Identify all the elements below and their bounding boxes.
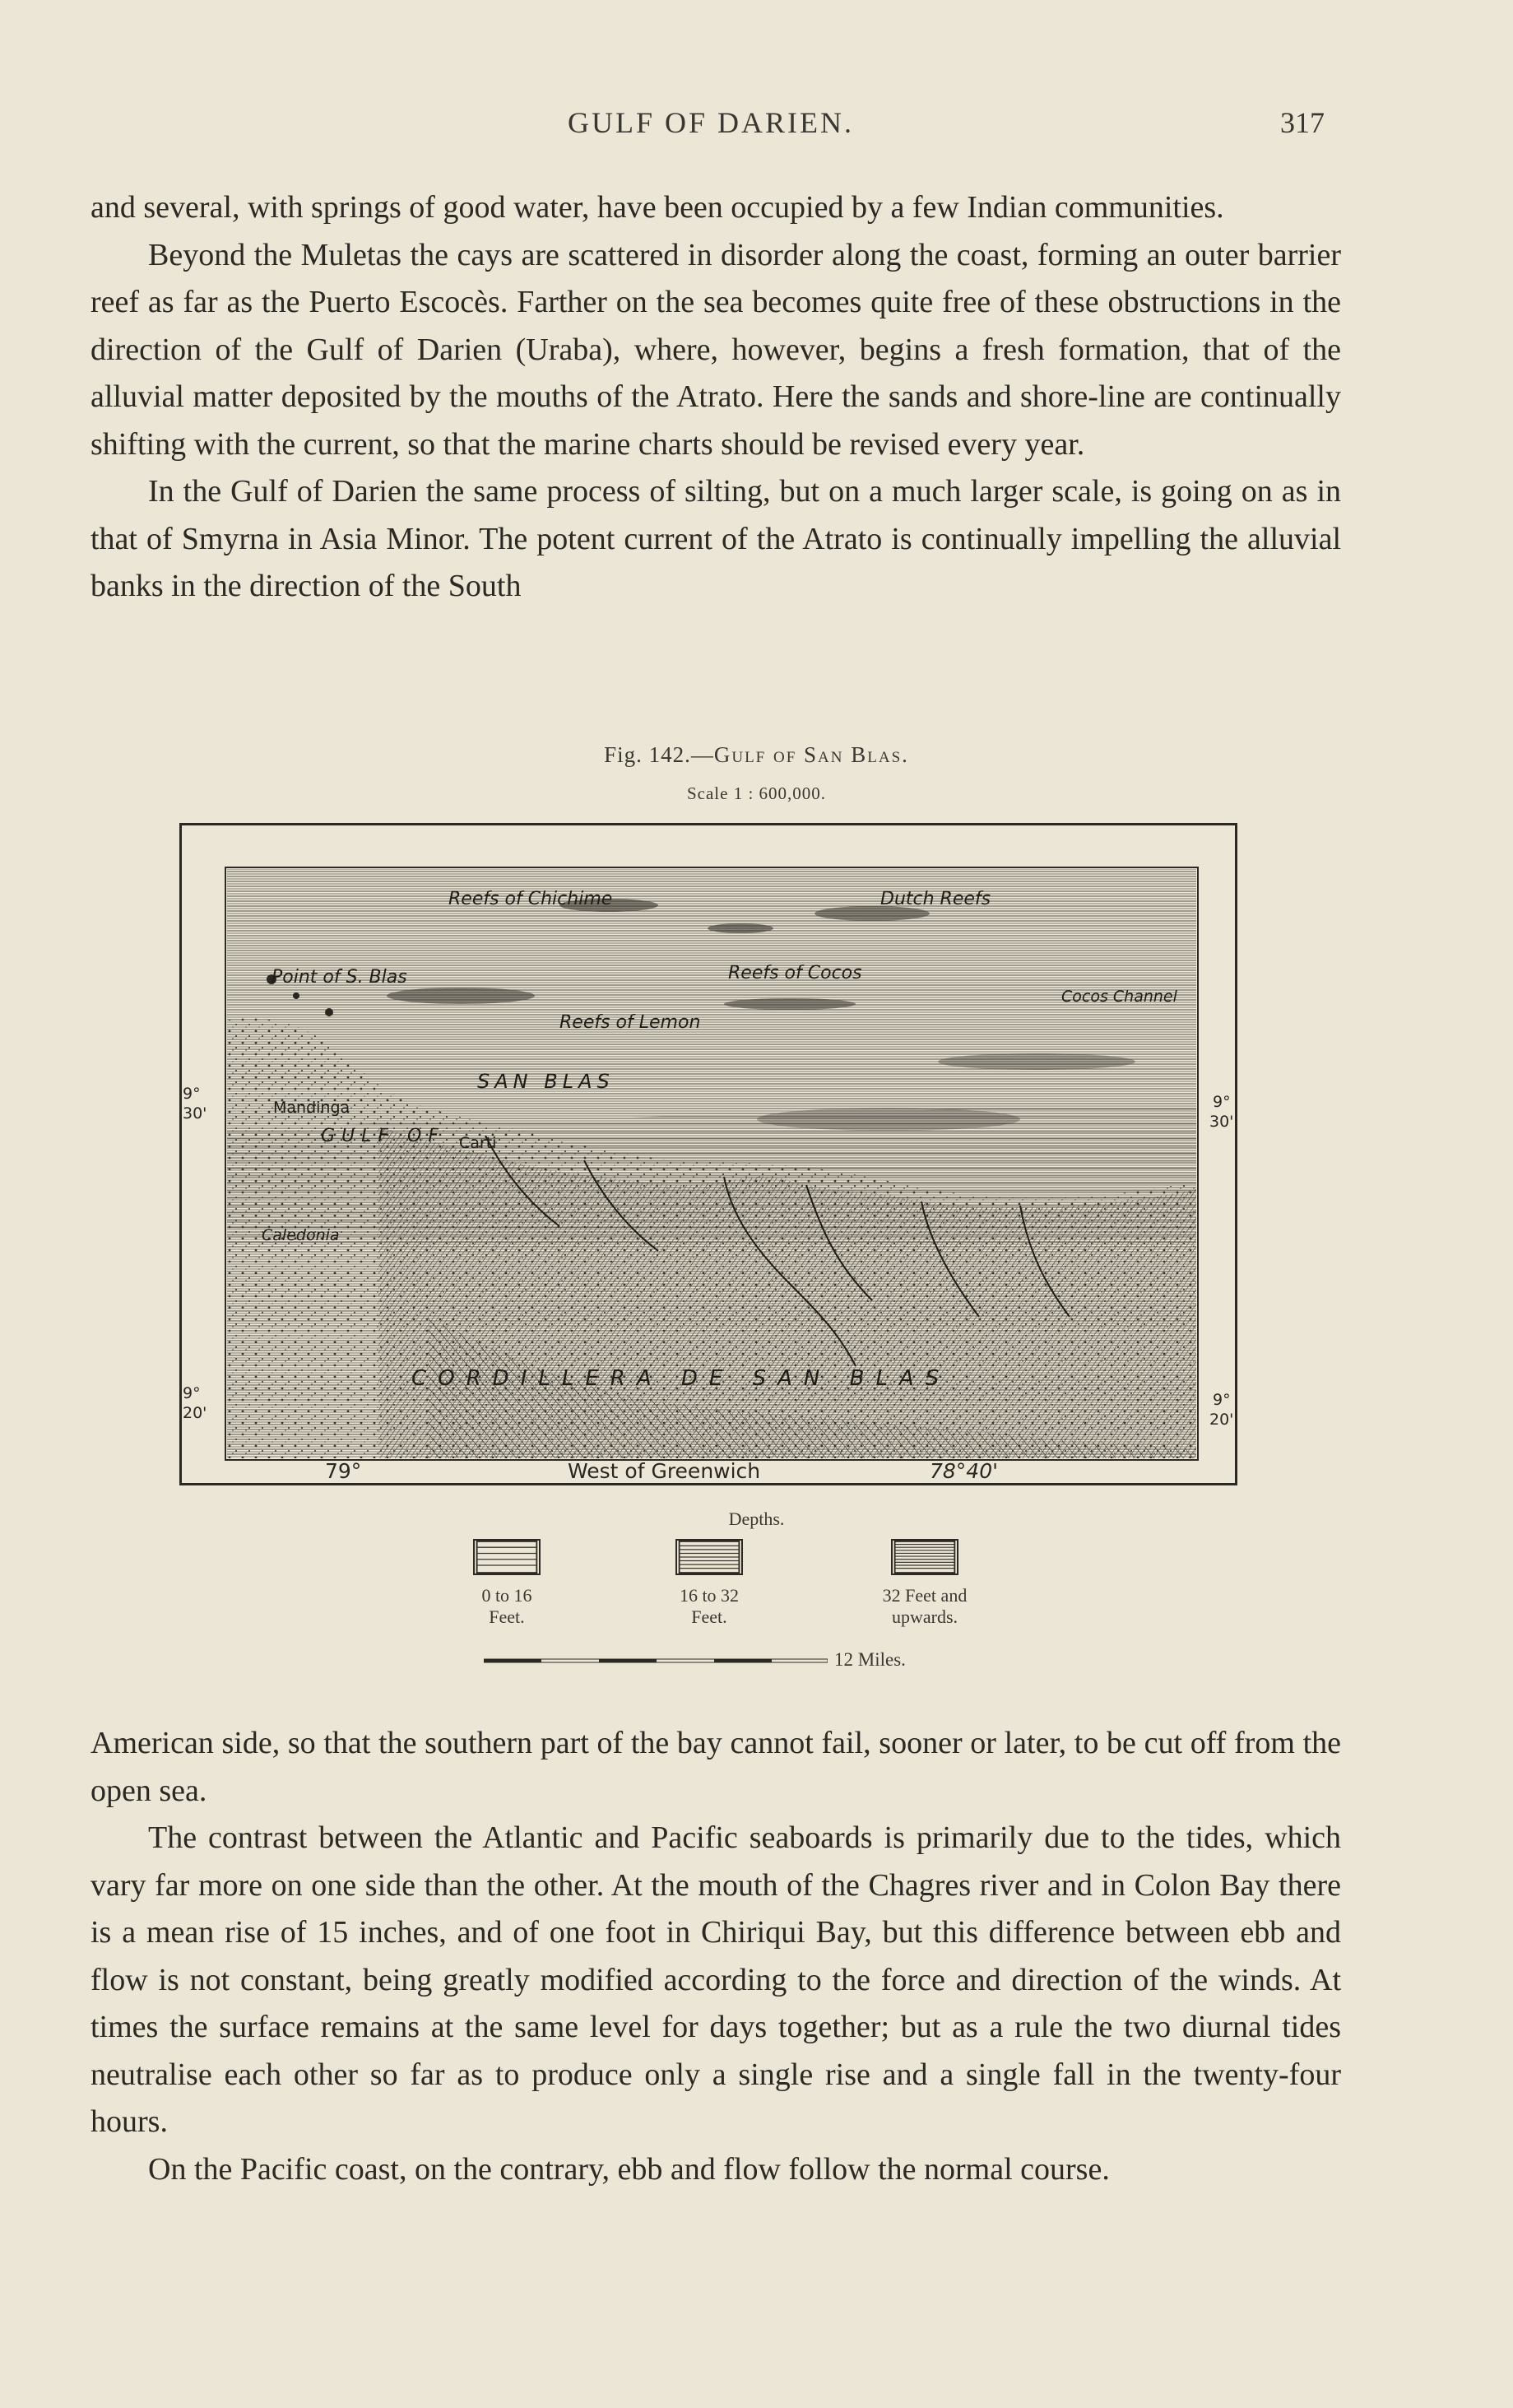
label-dutch-reefs: Dutch Reefs xyxy=(880,889,991,909)
label-reefs-lemon: Reefs of Lemon xyxy=(559,1012,701,1033)
label-carti: Carti xyxy=(459,1134,497,1152)
legend-swatch-deep xyxy=(891,1539,958,1575)
legend-swatch-medium xyxy=(675,1539,743,1575)
label-point-san-blas: Point of S. Blas xyxy=(272,967,407,988)
coord-right-top: 9° xyxy=(1213,1093,1231,1111)
body-text-top xyxy=(91,184,1341,611)
page-number: 317 xyxy=(1280,106,1325,139)
figure-scale: Scale 1 : 600,000. xyxy=(686,783,827,803)
label-san-blas: SAN BLAS xyxy=(477,1070,615,1093)
paragraph: The contrast between the Atlantic and Pacific seaboards is primarily due to the tides, which vary far more on one side than the other. At the mouth of the Chagres river and in Colon Bay there is a mean rise of 15 inches, and of one foot in Chiriqui Bay, but this difference between ebb and flow is not constant, being greatly modified according to the force and direction of the winds. At times the surface remains at the same level for days together; but as a rule the two diurnal tides neutralise each other so far as to produce only a single rise and a single fall in the twenty-four hours. xyxy=(91,1820,1341,2139)
coord-right-bottom: 9° xyxy=(1213,1391,1231,1409)
label-cocos-channel: Cocos Channel xyxy=(1061,988,1177,1006)
body-text-bottom xyxy=(91,1720,1341,2193)
legend-label-line1: 0 to 16 xyxy=(481,1585,532,1606)
longitude-right: 78°40' xyxy=(930,1459,998,1483)
label-reefs-cocos: Reefs of Cocos xyxy=(728,963,862,983)
paragraph: On the Pacific coast, on the contrary, ebb and flow follow the normal course. xyxy=(148,2151,1110,2187)
legend-item-shallow xyxy=(400,1539,614,1628)
coord-right-top-min: 30' xyxy=(1209,1113,1234,1131)
scale-bar xyxy=(484,1658,828,1663)
legend-label-line2: Feet. xyxy=(691,1606,727,1627)
legend-swatch-shallow xyxy=(473,1539,541,1575)
scale-bar-label: 12 Miles. xyxy=(834,1649,906,1670)
longitude-left: 79° xyxy=(325,1459,362,1483)
running-title: GULF OF DARIEN. xyxy=(568,106,855,139)
legend-title: Depths. xyxy=(728,1508,785,1529)
label-reefs-chichime: Reefs of Chichime xyxy=(448,889,613,909)
figure-caption xyxy=(0,742,1513,768)
paragraph: Beyond the Muletas the cays are scattered in disorder along the coast, forming an outer barrier reef as far as the Puerto Escocès. Farther on the sea becomes quite free of these obstructions in the direction of the Gulf of Darien (Uraba), where, however, begins a fresh formation, that of the alluvial matter deposited by the mouths of the Atrato. Here the sands and shore-line are continually shifting with the current, so that the marine charts should be revised every year. xyxy=(91,237,1341,462)
label-gulf-of: GULF OF xyxy=(321,1126,446,1146)
figure-title: Gulf of San Blas. xyxy=(713,742,909,767)
label-caledonia: Caledonia xyxy=(262,1226,340,1244)
paragraph: American side, so that the southern part of the bay cannot fail, sooner or later, to be cut off from the open sea. xyxy=(91,1726,1341,1808)
legend-item-deep xyxy=(818,1539,1032,1628)
label-mandinga: Mandinga xyxy=(273,1099,350,1117)
page-header xyxy=(0,105,1513,146)
legend-label-line1: 32 Feet and xyxy=(882,1585,968,1606)
longitude-label: West of Greenwich xyxy=(568,1459,761,1483)
paragraph: and several, with springs of good water, have been occupied by a few Indian communities. xyxy=(91,190,1224,225)
legend-item-medium xyxy=(602,1539,816,1628)
paragraph: In the Gulf of Darien the same process of silting, but on a much larger scale, is going on as in that of Smyrna in Asia Minor. The potent current of the Atrato is continually impelling the alluvial banks in the direction of the South xyxy=(91,474,1341,603)
legend-label-line1: 16 to 32 xyxy=(679,1585,740,1606)
coord-left-top-min: 30' xyxy=(183,1104,207,1123)
coord-left-bottom: 9° xyxy=(183,1384,201,1402)
legend-label-line2: upwards. xyxy=(891,1606,958,1627)
legend-label-line2: Feet. xyxy=(489,1606,525,1627)
figure-number: Fig. 142.— xyxy=(604,742,714,767)
coord-left-top: 9° xyxy=(183,1085,201,1103)
coord-right-bottom-min: 20' xyxy=(1209,1411,1234,1429)
coord-left-bottom-min: 20' xyxy=(183,1404,207,1422)
label-cordillera: CORDILLERA DE SAN BLAS xyxy=(411,1366,951,1391)
